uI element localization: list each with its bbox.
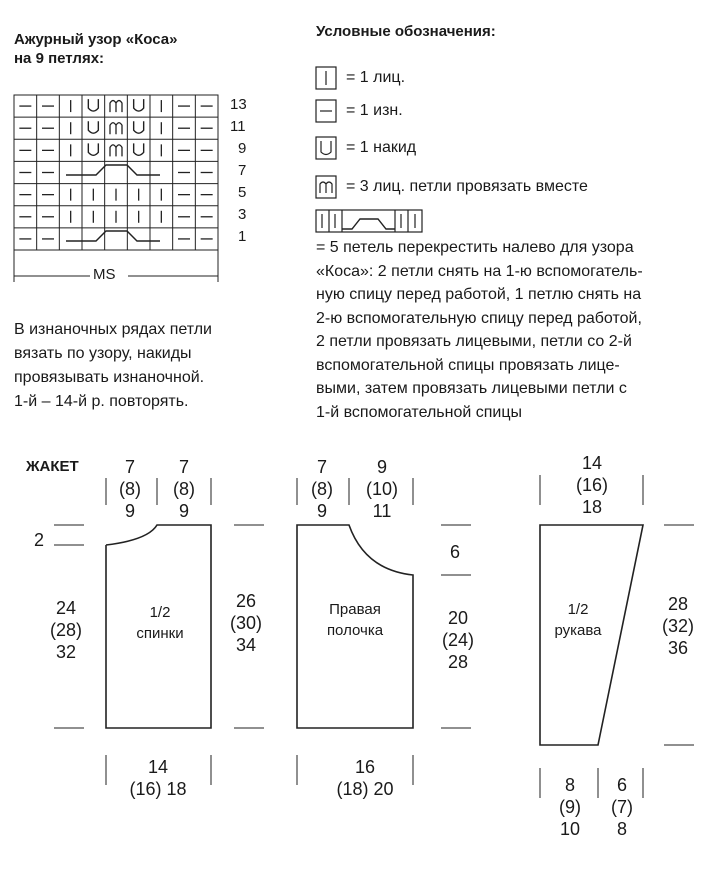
dim-value: 7 [124, 457, 135, 477]
dim-value: 9 [124, 501, 135, 521]
dim-value: 11 [372, 501, 392, 521]
cable-line: выми, затем провязать лицевыми петли с [316, 380, 627, 397]
piece-label-line: 1/2 [567, 601, 589, 618]
back-width [118, 756, 198, 800]
k3tog-stitch [110, 123, 122, 134]
dim-value: 20 [447, 608, 469, 628]
dim-value: 8 [564, 775, 575, 795]
front-width [320, 756, 410, 800]
dim-value: (16) 18 [129, 779, 187, 799]
piece-label-line: полочка [326, 622, 384, 639]
legend-item-k3tog: = 3 лиц. петли провязать вместе [346, 178, 588, 195]
front-top-left [302, 456, 342, 522]
front-piece-label [303, 599, 407, 641]
front-neck-depth: 6 [449, 542, 460, 562]
dim-value: 9 [376, 457, 387, 477]
pattern-title-line2: на 9 петлях: [14, 50, 105, 67]
dim-value: 6 [616, 775, 627, 795]
dim-value: 8 [616, 819, 627, 839]
dim-value: 34 [235, 635, 257, 655]
sleeve-piece-label [540, 599, 616, 641]
row-number: 7 [238, 162, 247, 179]
repeat-bracket [14, 250, 218, 282]
knit-chart-symbols [19, 99, 212, 239]
cable-line: 1-й вспомогательной спицы [316, 403, 522, 421]
dim-value: (16) [575, 475, 608, 495]
dim-value: 9 [316, 501, 327, 521]
row-number: 3 [238, 206, 247, 223]
note-line: В изнаночных рядах петли [14, 321, 212, 338]
cable-line: «Коса»: 2 петли снять на 1-ю вспомогатель- [316, 262, 643, 280]
row-number: 11 [230, 118, 246, 135]
k3tog-stitch [110, 101, 122, 113]
dim-value: 18 [581, 497, 603, 517]
knitting-note [14, 318, 212, 414]
back-piece-label [112, 602, 208, 644]
pattern-title-line1: Ажурный узор «Коса» [14, 31, 178, 48]
cable-line: 2-ю вспомогательную спицу перед работой, [316, 309, 642, 327]
dim-value: (18) 20 [336, 779, 394, 799]
dim-value: (8) [311, 479, 333, 499]
pattern-title [14, 30, 177, 68]
cable-line: = 5 петель перекрестить налево для узора [316, 239, 634, 256]
front-top-right [356, 456, 408, 522]
yarnover-stitch [134, 121, 144, 133]
sleeve-top-width [568, 452, 616, 518]
legend-title: Условные обозначения: [316, 23, 496, 40]
back-top-right [164, 456, 204, 522]
sleeve-height [654, 593, 702, 659]
back-total-height [224, 590, 268, 656]
dim-value: 16 [354, 757, 376, 777]
yarnover-stitch [134, 143, 144, 155]
dim-value: 14 [581, 453, 603, 473]
piece-label-line: спинки [136, 625, 184, 642]
dim-value: 28 [667, 594, 689, 614]
note-line: провязывать изнаночной. [14, 369, 205, 386]
cable-line: ную спицу перед работой, 1 петлю снять на [316, 286, 642, 303]
k3tog-stitch [110, 145, 122, 157]
back-neck-drop: 2 [34, 530, 45, 550]
dim-value: (7) [611, 797, 633, 817]
row-number: 1 [238, 228, 247, 245]
back-side-height [44, 597, 88, 663]
cable-line: вспомогательной спицы провязать лице- [316, 356, 620, 374]
row-number: 13 [230, 96, 247, 113]
legend-item-purl: = 1 изн. [346, 102, 403, 119]
row-number: 5 [238, 184, 247, 201]
dim-value: (28) [49, 620, 82, 640]
dim-value: (24) [441, 630, 474, 650]
row-number: 9 [238, 140, 247, 157]
piece-label-line: рукава [554, 622, 602, 639]
dim-value: 7 [316, 457, 327, 477]
dim-value: 9 [178, 501, 189, 521]
dim-value: (30) [229, 613, 262, 633]
jacket-title: ЖАКЕТ [26, 458, 79, 475]
front-side-height [436, 607, 480, 673]
dim-value: 36 [667, 638, 689, 658]
back-top-left [110, 456, 150, 522]
dim-value: (10) [365, 479, 398, 499]
row-numbers [230, 94, 247, 248]
yarnover-stitch [88, 143, 98, 155]
yarnover-stitch [88, 121, 98, 133]
dim-value: 28 [447, 652, 469, 672]
dim-value: (32) [661, 616, 694, 636]
legend-item-knit: = 1 лиц. [346, 69, 406, 86]
piece-label-line: 1/2 [149, 604, 171, 621]
dim-value: 24 [55, 598, 77, 618]
dim-value: 26 [235, 591, 257, 611]
legend-cable-description [316, 236, 643, 424]
dim-value: (8) [119, 479, 141, 499]
piece-label-line: Правая [329, 601, 381, 618]
note-line: 1-й – 14-й р. повторять. [14, 393, 189, 410]
yarnover-stitch [134, 99, 144, 111]
dim-value: 32 [55, 642, 77, 662]
legend-item-yarnover: = 1 накид [346, 139, 417, 156]
dim-value: (8) [173, 479, 195, 499]
cable-symbol-row1 [66, 231, 160, 241]
dim-value: 7 [178, 457, 189, 477]
cable-line: 2 петли провязать лицевыми, петли со 2-й [316, 333, 632, 350]
cable-symbol-row7 [66, 165, 160, 175]
yarnover-stitch [88, 99, 98, 111]
sleeve-bottom-left [550, 774, 590, 840]
repeat-label: MS [93, 266, 116, 283]
sleeve-bottom-right [602, 774, 642, 840]
dim-value: 10 [559, 819, 581, 839]
dim-value: (9) [559, 797, 581, 817]
note-line: вязать по узору, накиды [14, 345, 192, 362]
dim-value: 14 [147, 757, 169, 777]
